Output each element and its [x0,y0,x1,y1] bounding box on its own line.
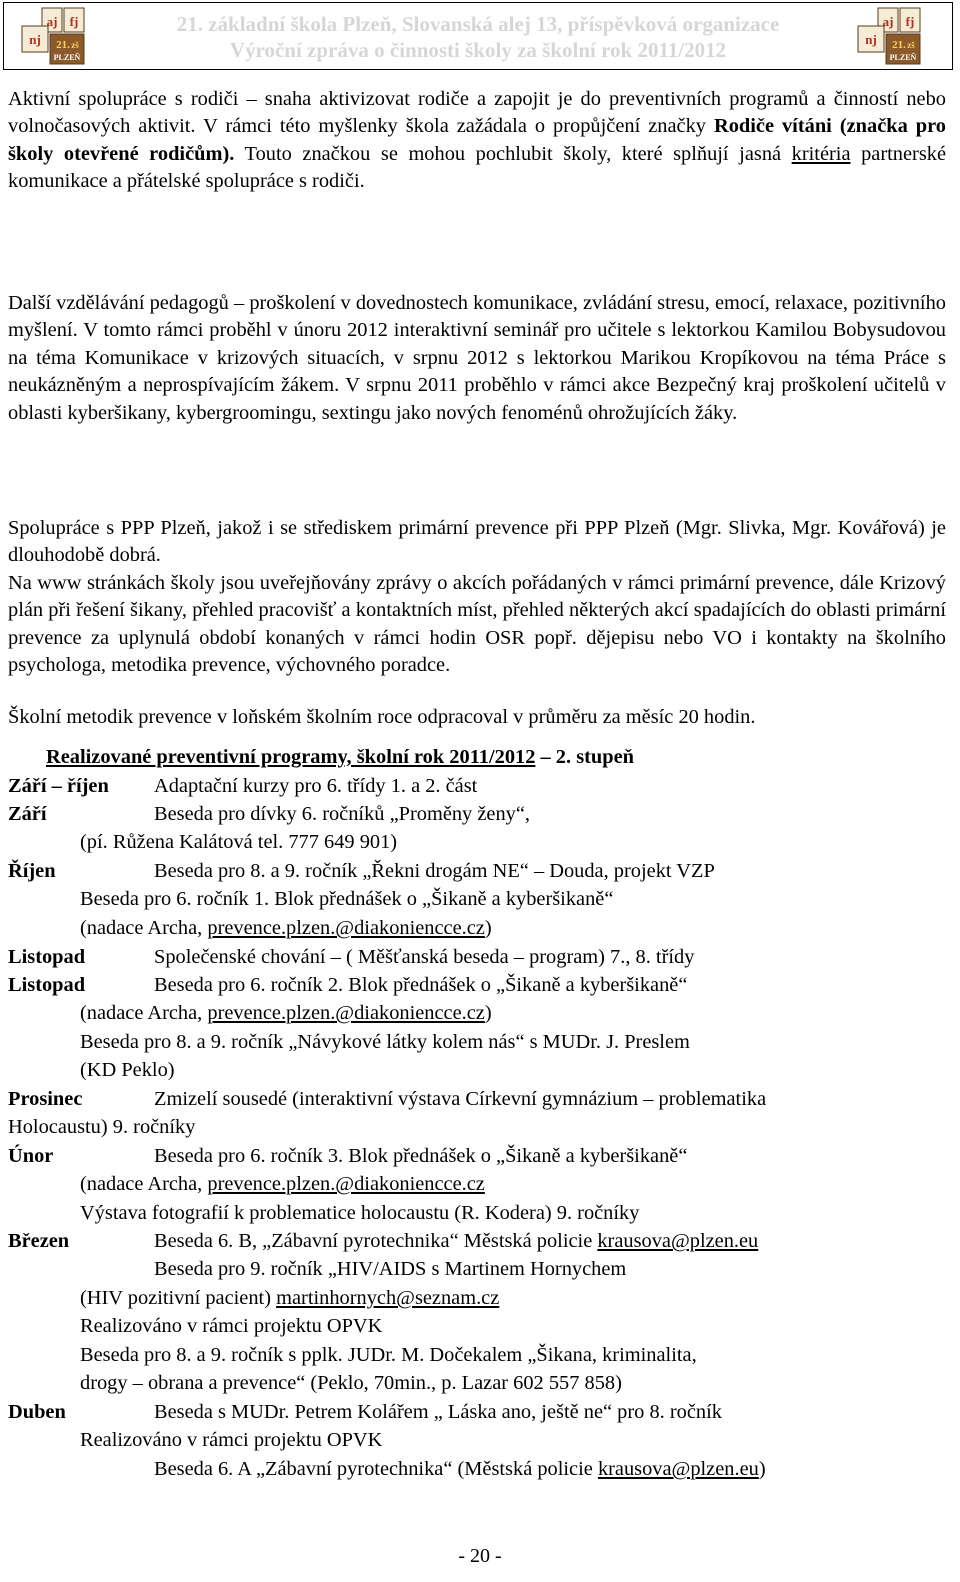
p1-text-a: Aktivní spolupráce s rodiči – snaha aktivizovat rodiče a zapojit je do preventivních programů a činností nebo volnočasových aktivit. V rámci této myšlenky škola zažádala o propůjčení značky [8,88,946,138]
email-link[interactable]: prevence.plzen.@diakoniencce.cz [207,917,485,939]
header-title [109,11,847,63]
paragraph-teacher-training: Další vzdělávání pedagogů – proškolení v dovednostech komunikace, zvládání stresu, emocí, relaxace, pozitivního myšlení. V tomto rámci proběhl v únoru 2012 interaktivní seminář pro učitele s lektorkou Kamilou Bobysudovou na téma Komunikace v krizových situacích, v srpnu 2012 s lektorkou Marikou Kropíkovou na téma Práce s neukázněným a neprospívajícím žákem. V srpnu 2011 proběhlo v rámci akce Bezpečný kraj proškolení učitelů v oblasti kyberšikany, kybergroomingu, sextingu jako nových fenoménů ohrožujících žáky. [8,292,946,424]
month-label: Únor [8,1145,54,1167]
activity-text-pre: Beseda 6. A „Zábavní pyrotechnika“ (Městská policie [154,1458,598,1480]
activity-text: (KD Peklo) [80,1059,175,1081]
paragraph-prevention-hours: Školní metodik prevence v loňském školním roce odpracoval v průměru za měsíc 20 hodin. [8,706,756,728]
activity-text-pre: Beseda 6. B, „Zábavní pyrotechnika“ Městská policie [154,1230,598,1252]
activity-text [80,914,492,942]
email-link[interactable]: krausova@plzen.eu [597,1230,759,1252]
email-link[interactable]: prevence.plzen.@diakoniencce.cz [207,1173,485,1195]
schedule-line [8,800,530,828]
activity-text: Realizováno v rámci projektu OPVK [80,1315,383,1337]
svg-text:zš: zš [907,40,915,50]
activity-text: Adaptační kurzy pro 6. třídy 1. a 2. část [154,775,478,797]
header-school-name: 21. základní škola Plzeň, Slovanská alej 13, příspěvková organizace [176,12,780,36]
svg-text:21.: 21. [892,39,906,51]
month-label: Říjen [8,860,56,882]
activity-text: Beseda pro 6. ročník 3. Blok přednášek o „Šikaně a kyberšikaně“ [154,1145,688,1167]
schedule-line [8,943,695,971]
paragraph-website-info: Na www stránkách školy jsou uveřejňovány zprávy o akcích pořádaných v rámci primární prevence, dále Krizový plán při řešení šikany, přehled pracovišť a kontaktních míst, přehled některých akcí spadajících do oblasti primární prevence za uplynulá období konaných v rámci hodin OSR popř. dějepisu nebo VO i kontakty na školního psychologa, metodika prevence, výchovného poradce. [8,572,946,677]
activity-text-post: ) [484,1002,492,1024]
criteria-link[interactable]: kritéria [791,142,851,165]
activity-text: Realizováno v rámci projektu OPVK [80,1429,383,1451]
svg-text:aj: aj [882,14,894,29]
activity-text [154,1227,758,1255]
schedule-line [8,857,715,885]
activity-text-post: ) [484,917,492,939]
activity-text [80,1284,499,1312]
month-label: Září – říjen [8,775,109,797]
activity-text: Výstava fotografií k problematice holocaustu (R. Kodera) 9. ročníky [80,1202,640,1224]
month-label: Listopad [8,946,86,968]
activity-text-post: ) [758,1458,766,1480]
activity-text [154,1455,766,1483]
svg-text:zš: zš [71,40,79,50]
month-label: Listopad [8,974,86,996]
p1-bold: Rodiče vítáni (značka pro školy otevřené rodičům). [8,115,946,165]
paragraph-ppp-cooperation: Spolupráce s PPP Plzeň, jakož i se střediskem primární prevence při PPP Plzeň (Mgr. Slivka, Mgr. Kovářová) je dlouhodobě dobrá. [8,517,946,567]
email-link[interactable]: martinhornych@seznam.cz [276,1287,500,1309]
page-number: - 20 - [458,1545,502,1567]
svg-text:fj: fj [69,14,79,29]
activity-text: Beseda pro 8. a 9. ročník s pplk. JUDr. M. Dočekalem „Šikana, kriminalita, [80,1344,697,1366]
activity-text: Beseda pro 6. ročník 2. Blok přednášek o „Šikaně a kyberšikaně“ [154,974,688,996]
schedule-line [8,971,688,999]
schedule-line [8,1085,767,1113]
school-logo-left [20,6,104,68]
schedule-line [8,1113,195,1141]
svg-text:PLZEŇ: PLZEŇ [53,53,81,62]
activity-text-pre: (nadace Archa, [80,1002,208,1024]
svg-text:nj: nj [29,32,41,47]
activity-text: Beseda pro 8. a 9. ročník „Návykové látky kolem nás“ s MUDr. J. Preslem [80,1031,690,1053]
activity-text-pre: (nadace Archa, [80,917,208,939]
activity-text: Beseda pro dívky 6. ročníků „Proměny ženy“, [154,803,530,825]
school-logo-right [856,6,940,68]
schedule-line [8,1227,759,1255]
activity-text: Beseda pro 8. a 9. ročník „Řekni drogám NE“ – Douda, projekt VZP [154,860,715,882]
activity-text [80,999,492,1027]
schedule-line [8,772,478,800]
month-label: Září [8,803,47,825]
activity-text: Beseda pro 9. ročník „HIV/AIDS s Martinem Hornychem [154,1258,627,1280]
activity-text: Zmizelí sousedé (interaktivní výstava Církevní gymnázium – problematika [154,1088,767,1110]
section-heading [46,746,634,769]
svg-text:PLZEŇ: PLZEŇ [889,53,917,62]
activity-text: Beseda s MUDr. Petrem Kolářem „ Láska ano, ještě ne“ pro 8. ročník [154,1401,722,1423]
p1-text-c: Touto značkou se mohou pochlubit školy, které splňují jasná [234,142,792,165]
svg-text:nj: nj [865,32,877,47]
schedule-line [8,1398,722,1426]
activity-text: Holocaustu) 9. ročníky [8,1116,196,1138]
activity-text-pre: (nadace Archa, [80,1173,208,1195]
svg-text:aj: aj [46,14,58,29]
p1-text-d: partnerské komunikace a přátelské spolupráce s rodiči. [8,142,946,193]
svg-text:fj: fj [905,14,915,29]
email-link[interactable]: krausova@plzen.eu [597,1458,759,1480]
heading-underlined: Realizované preventivní programy, školní rok 2011/2012 [46,746,536,768]
heading-rest: – 2. stupeň [535,746,634,768]
month-label: Prosinec [8,1088,83,1110]
activity-text: drogy – obrana a prevence“ (Peklo, 70min., p. Lazar 602 557 858) [80,1372,622,1394]
paragraph-parent-cooperation [8,86,946,196]
month-label: Březen [8,1230,70,1252]
activity-text: (pí. Růžena Kalátová tel. 777 649 901) [80,831,398,853]
email-link[interactable]: prevence.plzen.@diakoniencce.cz [207,1002,485,1024]
activity-text: Společenské chování – ( Měšťanská beseda – program) 7., 8. třídy [154,946,695,968]
activity-text: Beseda pro 6. ročník 1. Blok přednášek o „Šikaně a kyberšikaně“ [80,888,614,910]
svg-text:21.: 21. [56,39,70,51]
page-header [3,2,953,70]
schedule-line [8,1142,688,1170]
activity-text [80,1170,485,1198]
header-report-title: Výroční zpráva o činnosti školy za školní rok 2011/2012 [229,38,727,62]
month-label: Duben [8,1401,66,1423]
activity-text-pre: (HIV pozitivní pacient) [80,1287,277,1309]
